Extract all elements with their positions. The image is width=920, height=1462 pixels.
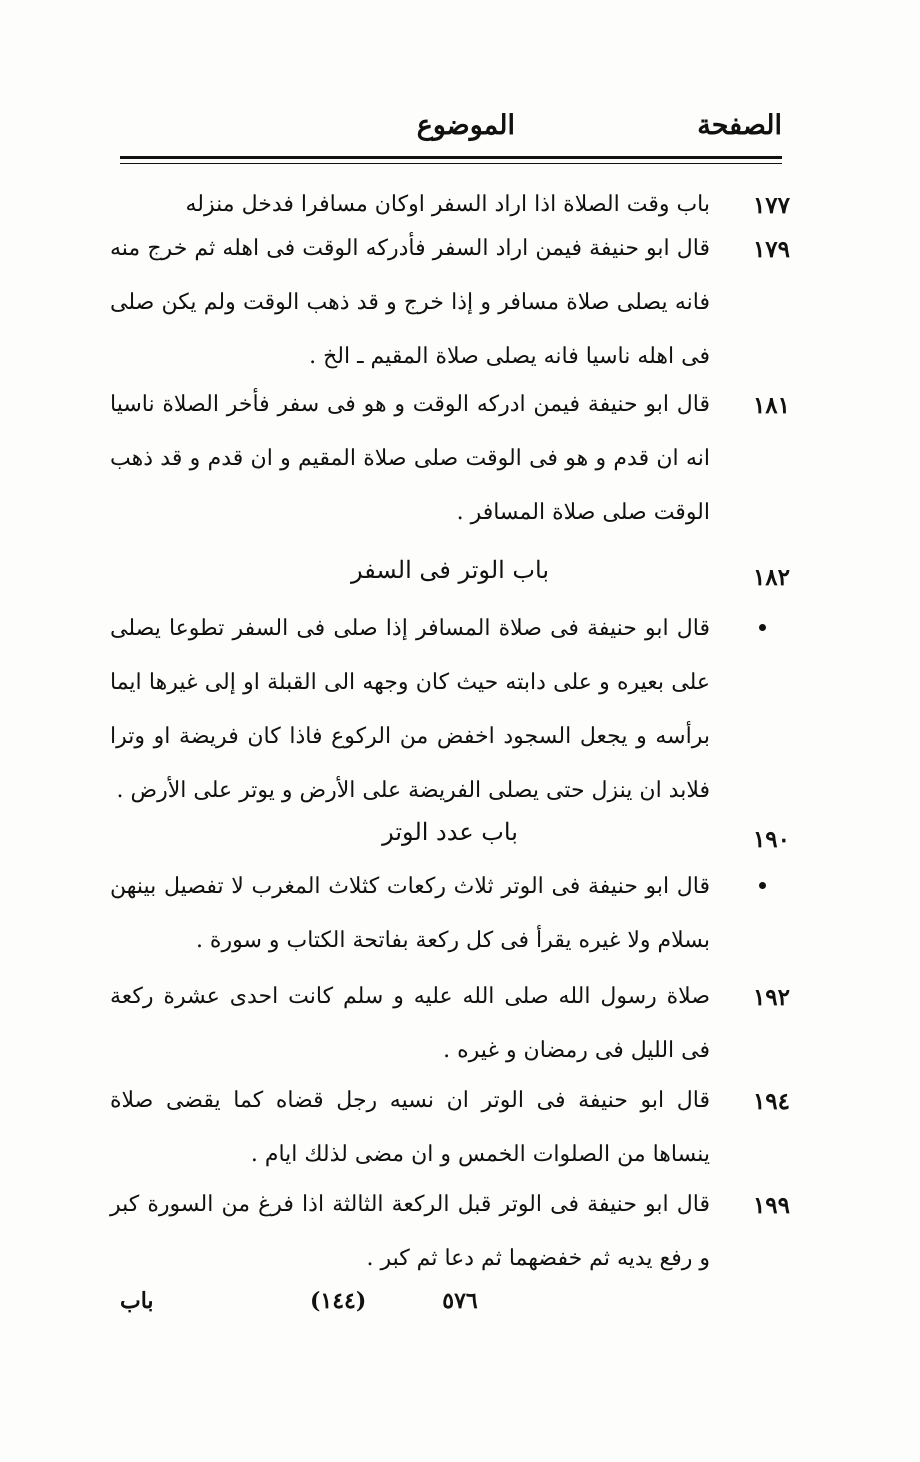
entry-page-number: ١٩٤ [752, 1088, 790, 1115]
heading-title: باب عدد الوتر [382, 818, 518, 846]
index-entry [110, 222, 790, 384]
heading-title: باب الوتر فى السفر [350, 556, 550, 584]
header-rule-thick [120, 156, 782, 159]
index-entry [110, 602, 790, 818]
header-rule-thin [120, 163, 782, 164]
entry-text: قال ابو حنيفة فى الوتر قبل الركعة الثالثة اذا فرغ من السورة كبر و رفع يديه ثم خفضهما ثم دعا ثم كبر . [110, 1192, 710, 1271]
heading-page-number: ١٩٠ [752, 826, 790, 853]
footer-bracketed-number: (١٤٤) [310, 1288, 367, 1314]
section-heading [110, 814, 790, 864]
bullet-marker [759, 882, 766, 889]
index-entry [110, 970, 790, 1078]
entry-text: قال ابو حنيفة فى الوتر ان نسيه رجل قضاه كما يقضى صلاة ينساها من الصلوات الخمس و ان مضى لذلك ايام . [110, 1088, 710, 1167]
entry-text: قال ابو حنيفة فى الوتر ثلاث ركعات كثلاث المغرب لا تفصيل بينهن بسلام ولا غيره يقرأ فى كل ركعة بفاتحة الكتاب و سورة . [110, 874, 710, 953]
entry-text: قال ابو حنيفة فيمن ادركه الوقت و هو فى سفر فأخر الصلاة ناسيا انه ان قدم و هو فى الوقت صلى صلاة المقيم و ان قدم و قد ذهب الوقت صلى صلاة المسافر . [110, 392, 710, 525]
footer-catchword: باب [120, 1288, 154, 1314]
entry-page-number: ١٩٩ [752, 1192, 790, 1219]
page-column-header: الصفحة [697, 110, 782, 141]
entry-page-number: ١٩٢ [752, 984, 790, 1011]
bullet-marker [759, 624, 766, 631]
entry-page-number: ١٧٧ [752, 192, 790, 219]
entry-text: قال ابو حنيفة فيمن اراد السفر فأدركه الوقت فى اهله ثم خرج منه فانه يصلى صلاة مسافر و إذا خرج و قد ذهب الوقت ولم يكن صلى فى اهله ناسيا فانه يصلى صلاة المقيم ـ الخ . [110, 236, 710, 369]
index-entry [110, 1178, 790, 1286]
index-entry [110, 1074, 790, 1182]
footer-page-number: ٥٧٦ [442, 1288, 478, 1314]
entry-page-number: ١٨١ [752, 392, 790, 419]
heading-page-number: ١٨٢ [752, 564, 790, 591]
entry-page-number: ١٧٩ [752, 236, 790, 263]
index-entry [110, 378, 790, 540]
entry-text: قال ابو حنيفة فى صلاة المسافر إذا صلى فى السفر تطوعا يصلى على بعيره و على دابته حيث كان وجهه الى القبلة او إلى غيرها ايما برأسه و يجعل السجود اخفض من الركوع فاذا كان فريضة او وترا فلابد ان ينزل حتى يصلى الفريضة على الأرض و يوتر على الأرض . [110, 616, 710, 803]
index-entry [110, 860, 790, 968]
entry-text: باب وقت الصلاة اذا اراد السفر اوكان مسافرا فدخل منزله [185, 192, 710, 217]
entry-text: صلاة رسول الله صلى الله عليه و سلم كانت احدى عشرة ركعة فى الليل فى رمضان و غيره . [110, 984, 710, 1063]
page-footer [110, 1288, 790, 1328]
section-heading [110, 552, 790, 602]
topic-column-header: الموضوع [416, 110, 515, 141]
